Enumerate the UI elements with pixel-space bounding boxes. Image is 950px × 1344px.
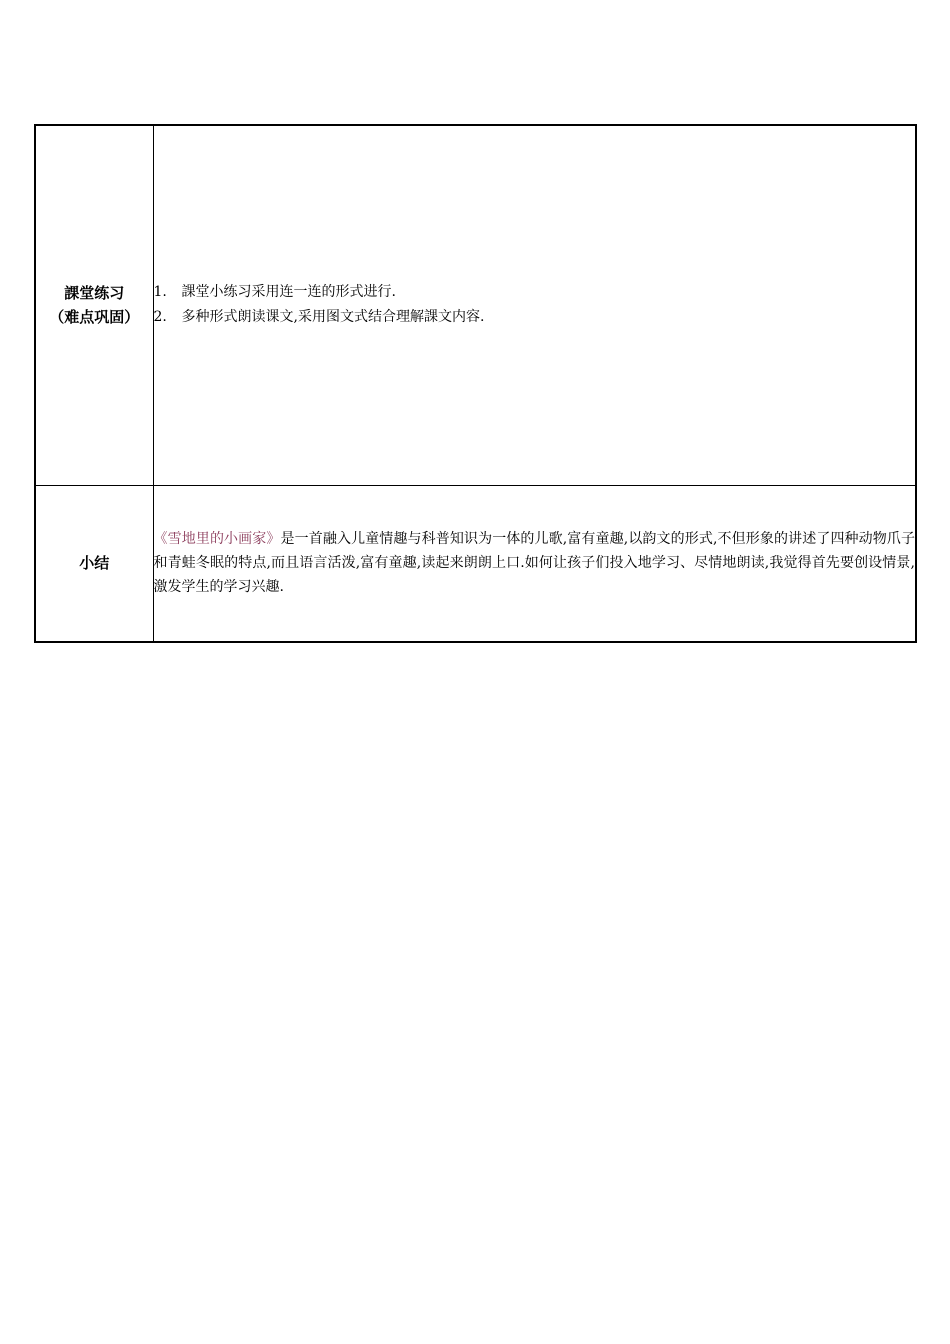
summary-text: 是一首融入儿童情趣与科普知识为一体的儿歌,富有童趣,以韵文的形式,不但形象的讲述了四种动物爪子和青蛙冬眠的特点,而且语言活泼,富有童趣,读起来朗朗上口.如何让孩子们投入地学习、尽情地朗读,我觉得首先要创设情景,激发学生的学习兴趣. <box>153 531 915 596</box>
list-item <box>154 280 916 305</box>
summary-label: 小结 <box>79 554 110 573</box>
list-item-text: 多种形式朗读课文,采用图文式结合理解課文内容. <box>181 309 485 326</box>
summary-label-cell <box>35 485 153 642</box>
list-item-number: 2. <box>153 309 167 326</box>
lesson-plan-table <box>34 124 917 643</box>
practice-list <box>154 280 916 330</box>
practice-label: 課堂练习 <box>64 284 125 303</box>
book-title: 《雪地里的小画家》 <box>153 531 281 548</box>
practice-label-cell <box>35 125 153 485</box>
practice-sublabel: （难点巩固） <box>49 308 140 327</box>
list-item-number: 1. <box>153 284 167 301</box>
practice-content-cell <box>153 125 916 485</box>
summary-content-cell <box>153 485 916 642</box>
list-item <box>154 305 916 330</box>
practice-row <box>35 125 916 485</box>
summary-paragraph <box>154 527 916 599</box>
list-item-text: 課堂小练习采用连一连的形式进行. <box>181 284 396 301</box>
summary-row <box>35 485 916 642</box>
